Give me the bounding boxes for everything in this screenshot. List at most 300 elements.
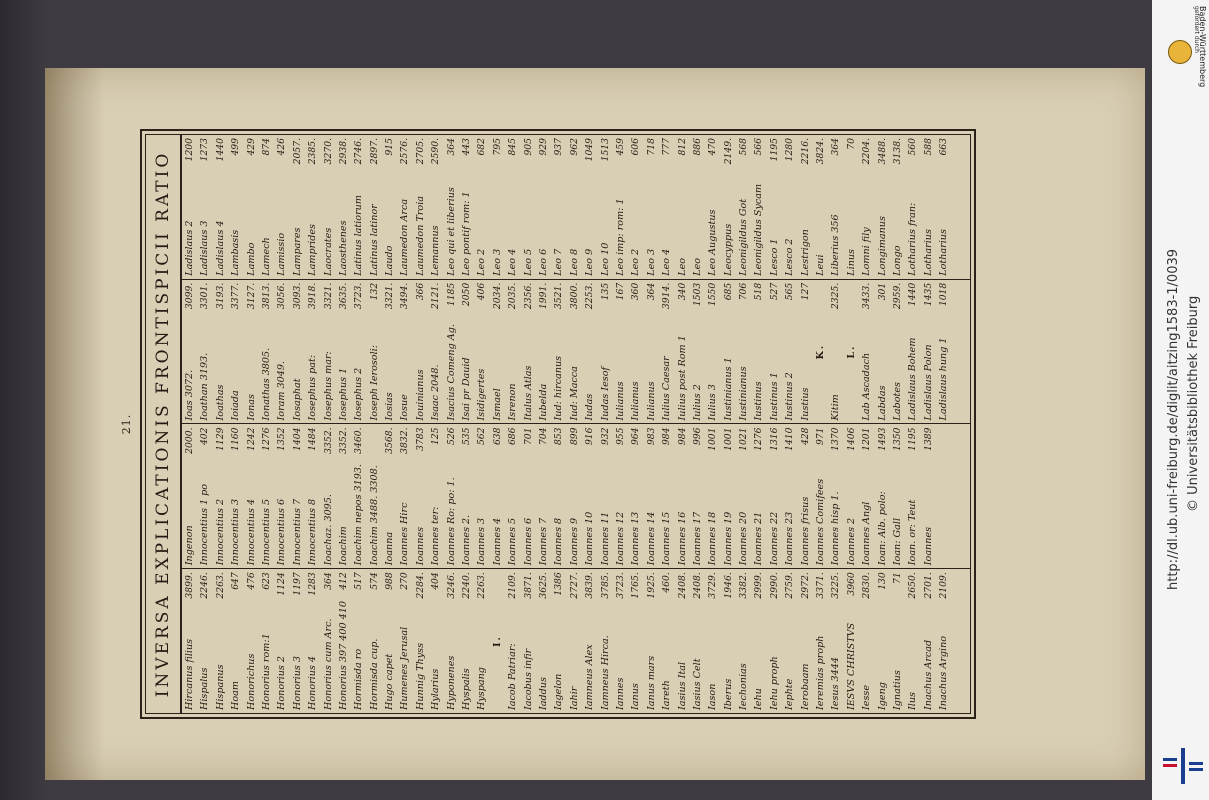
entry-name: Ioan: Gall [891, 517, 903, 566]
index-entry [659, 135, 674, 279]
entry-year: 470 [707, 138, 719, 156]
entry-year: 526 [445, 427, 457, 446]
entry-name: Honorius rom:1 [260, 633, 272, 710]
entry-name: Ladislaus Bohem [907, 337, 919, 421]
entry-year: 1197 [291, 572, 303, 596]
entry-name: Honorius 4 [307, 655, 319, 710]
entry-name: Innocentius 4 [245, 498, 257, 566]
entry-year: 443 [461, 138, 473, 156]
entry-name: Iehu proph [768, 656, 780, 710]
index-entry [413, 569, 428, 713]
entry-year: 1276 [260, 427, 272, 451]
entry-year: 996 [691, 427, 703, 446]
entry-name: Iasius Ital [676, 661, 688, 710]
index-entry [644, 425, 659, 569]
entry-year: 2240. [461, 572, 473, 599]
entry-name: Longo [891, 245, 903, 276]
entry-name: Honorius cum Arc. [322, 618, 334, 710]
index-entry [244, 569, 259, 713]
entry-year: 2149. [722, 138, 734, 165]
index-entry [859, 135, 874, 279]
entry-year: 2035. [507, 282, 519, 310]
index-entry [397, 280, 412, 424]
index-entry [782, 135, 797, 279]
entry-name: Igeng [876, 682, 888, 710]
index-entry [936, 280, 951, 424]
index-entry [382, 425, 397, 569]
entry-name: Isai pr Dauid [461, 357, 473, 421]
index-entry [259, 135, 274, 279]
entry-year: 2590. [430, 138, 442, 165]
index-entry [228, 569, 243, 713]
index-entry [736, 135, 751, 279]
entry-name: Iud: hircanus [553, 355, 565, 421]
index-entry [921, 569, 936, 713]
entry-year: 1185 [445, 282, 457, 307]
entry-year: 3352. [322, 427, 334, 454]
entry-name: Ioannes 21 [753, 511, 765, 566]
entry-year: 1406 [845, 427, 857, 451]
index-entry [828, 425, 843, 569]
entry-name: Isidigertes [476, 368, 488, 421]
entry-name: Ladislaus 3 [199, 220, 211, 276]
index-entry [659, 280, 674, 424]
entry-year: 3625. [537, 572, 549, 599]
index-entry [305, 135, 320, 279]
index-entry [613, 280, 628, 424]
entry-year: 1503 [691, 282, 703, 307]
index-entry [675, 569, 690, 713]
entry-name: Ioannes 2 [845, 517, 857, 566]
entry-year: 1389 [922, 427, 934, 451]
entry-year: 1124 [276, 572, 288, 596]
index-entry [859, 280, 874, 424]
entry-name: Labotes [891, 382, 903, 421]
entry-year: 2034. [491, 282, 503, 310]
entry-year: 2325. [830, 282, 842, 310]
index-entry [521, 280, 536, 424]
index-entry [936, 135, 951, 279]
entry-year: 3377. [230, 282, 242, 310]
funding-text: gefördert durch [1193, 6, 1200, 53]
entry-name: Ierobaam [799, 663, 811, 710]
entry-name: Ioachim nepos 3193. [353, 463, 365, 566]
entry-name: Inachus Argino [938, 635, 950, 710]
index-entry [382, 280, 397, 424]
index-entry [690, 280, 705, 424]
entry-name: Iesus 3444 [830, 657, 842, 710]
index-entry [736, 280, 751, 424]
index-entry [213, 425, 228, 569]
entry-name: Lestrigon [799, 229, 811, 276]
entry-name: Hoam [230, 681, 242, 710]
entry-year: 517 [353, 572, 365, 590]
entry-year: 3321. [384, 282, 396, 310]
entry-name: IESVS CHRISTVS [845, 622, 857, 710]
entry-name: Leui [815, 254, 827, 276]
entry-year: 566 [753, 138, 765, 156]
index-entry [921, 135, 936, 279]
entry-year: 606 [630, 138, 642, 156]
entry-year: 560 [907, 138, 919, 156]
index-entry [798, 425, 813, 569]
entry-name: Ieremias proph [815, 635, 827, 710]
entry-year: 402 [199, 427, 211, 446]
entry-name: Ioachaz. 3095. [322, 494, 334, 566]
entry-name: Leo [676, 257, 688, 276]
index-entry [705, 280, 720, 424]
entry-year: 1276 [753, 427, 765, 451]
index-entry [367, 425, 382, 569]
entry-name: Honorius 397 400 410 [337, 601, 349, 710]
index-entry [844, 280, 859, 424]
index-entry [798, 569, 813, 713]
index-entry [721, 280, 736, 424]
entry-year: 984 [661, 427, 673, 446]
entry-year: 983 [645, 427, 657, 446]
entry-name: Iustinus [753, 381, 765, 421]
index-entry [536, 425, 551, 569]
index-entry [767, 569, 782, 713]
entry-year: 988 [384, 572, 396, 590]
index-entry [582, 425, 597, 569]
index-entry [474, 135, 489, 279]
entry-name: Innocentius 1 po [199, 483, 211, 566]
index-entry [844, 425, 859, 569]
entry-year: 2253. [584, 282, 596, 310]
entry-year: 1484 [307, 427, 319, 451]
entry-name: Iechonias [738, 663, 750, 710]
index-entry [921, 280, 936, 424]
entry-name: Hyspalis [461, 668, 473, 710]
entry-year: 1440 [214, 138, 226, 162]
entry-year: 1160 [230, 427, 242, 451]
index-entry [798, 135, 813, 279]
index-entry [305, 425, 320, 569]
index-entry [444, 425, 459, 569]
entry-year: 718 [645, 138, 657, 156]
entry-name: Ioannes 4 [491, 517, 503, 566]
entry-year: 2576. [399, 138, 411, 165]
entry-name: Ioannes 23 [784, 511, 796, 566]
copyright-text: © Universitätsbibliothek Freiburg [1186, 295, 1201, 512]
index-entry [751, 280, 766, 424]
entry-year: 2204. [861, 138, 873, 165]
index-entry [428, 280, 443, 424]
index-entry [259, 280, 274, 424]
entry-name: Iustinus 2 [784, 372, 796, 421]
index-entry [290, 280, 305, 424]
entry-name: Leo 7 [553, 248, 565, 276]
entry-name: Iosephus 1 [337, 367, 349, 421]
entry-year: 874 [260, 138, 272, 156]
index-entry [351, 280, 366, 424]
entry-year: 916 [584, 427, 596, 446]
entry-year: 404 [430, 572, 442, 590]
entry-name: Hircanus filius [184, 638, 195, 710]
index-entry [351, 425, 366, 569]
entry-year: 2284. [414, 572, 426, 599]
entry-name: Lamissio [276, 232, 288, 276]
entry-name: Iacob Patriar: [507, 643, 519, 710]
entry-name: Lotharius fran: [907, 202, 919, 276]
index-entry [290, 425, 305, 569]
entry-year: 132 [368, 282, 380, 301]
entry-name: Ioannes 13 [630, 511, 642, 566]
entry-year: 1021 [738, 427, 750, 451]
entry-year: 3371. [815, 572, 827, 599]
entry-year: 853 [553, 427, 565, 446]
entry-year: 984 [676, 427, 688, 446]
index-entry [459, 569, 474, 713]
index-entry [705, 425, 720, 569]
entry-year: 701 [522, 427, 534, 446]
index-entry [459, 280, 474, 424]
entry-name: Iagelon [553, 673, 565, 710]
entry-name: Leo 3 [645, 248, 657, 276]
entry-year: 3138. [891, 138, 903, 165]
entry-year: 1129 [214, 427, 226, 451]
index-entry [197, 135, 212, 279]
index-entry [213, 135, 228, 279]
entry-year: 1242 [245, 427, 257, 451]
entry-name: Hispalus [199, 667, 211, 710]
index-entry [474, 280, 489, 424]
entry-name: Ianus mars [645, 655, 657, 710]
index-entry [274, 280, 289, 424]
entry-name: Ladislaus Polon [922, 344, 934, 421]
entry-name: Inachus Arcad [922, 639, 934, 710]
entry-name: Italus Atlas [522, 365, 534, 421]
index-entry [521, 425, 536, 569]
entry-name: Leonigildus Sycam [753, 183, 765, 276]
entry-year: 686 [507, 427, 519, 446]
index-entry [505, 425, 520, 569]
entry-year: 364 [830, 138, 842, 156]
entry-year: 2356. [522, 282, 534, 310]
index-entry [905, 425, 920, 569]
entry-name: Ioannes 9 [568, 517, 580, 566]
entry-name: Ioiada [230, 390, 242, 421]
entry-year: 364 [445, 138, 457, 156]
entry-name: Ioannes 22 [768, 511, 780, 566]
entry-year: 3193. [214, 282, 226, 310]
entry-name: Liberius 356 [830, 214, 842, 276]
index-entry [859, 569, 874, 713]
entry-name: Leo 2 [630, 248, 642, 276]
entry-year: 1440 [907, 282, 919, 307]
entry-year: 3723. [614, 572, 626, 599]
entry-name: Isrenon [507, 383, 519, 421]
entry-year: 704 [537, 427, 549, 446]
entry-year: 905 [522, 138, 534, 156]
index-entry [736, 569, 751, 713]
page-gutter-shadow [45, 68, 105, 780]
entry-year: 429 [245, 138, 257, 156]
index-entry [751, 135, 766, 279]
index-entry [444, 135, 459, 279]
entry-name: Latinus latiorum [353, 195, 365, 276]
entry-year: 2972. [799, 572, 811, 599]
entry-name: Ignatius [891, 670, 903, 710]
entry-name: Leo 2 [476, 248, 488, 276]
entry-year: 3246. [445, 572, 457, 599]
entry-name: Iareth [661, 680, 673, 710]
entry-name: Iulius post Rom 1 [676, 335, 688, 421]
entry-year: 518 [753, 282, 765, 301]
entry-year: 1550 [707, 282, 719, 307]
entry-year: 301 [876, 282, 888, 301]
entry-name: Ioannes 18 [707, 511, 719, 566]
index-entry [628, 280, 643, 424]
entry-name: Leo pontif rom: 1 [461, 191, 473, 276]
index-entry [336, 135, 351, 279]
entry-name: Kitim [830, 394, 842, 421]
index-entry [598, 280, 613, 424]
entry-name: Iulius 2 [691, 384, 703, 421]
entry-year: 929 [537, 138, 549, 156]
entry-name: Laudo [384, 245, 396, 276]
entry-name: Iacobus infir [522, 648, 534, 710]
index-entry [444, 569, 459, 713]
index-entry [875, 425, 890, 569]
entry-year: 3127. [245, 282, 257, 310]
entry-name: Hylarius [430, 668, 442, 710]
entry-name: Ioannes 17 [691, 511, 703, 566]
index-entry [813, 280, 828, 424]
entry-year: 3914. [661, 282, 673, 310]
entry-year: 623 [260, 572, 272, 590]
entry-name: Iustinus 1 [768, 372, 780, 421]
index-entry [228, 280, 243, 424]
entry-year: 2216. [799, 138, 811, 165]
entry-year: 2000. [184, 427, 195, 454]
index-entry [397, 135, 412, 279]
entry-year: 2057. [291, 138, 303, 165]
entry-name: Iaddus [537, 677, 549, 710]
entry-name: Iud: Macca [568, 366, 580, 421]
entry-name: Ioannes 15 [661, 511, 673, 566]
entry-name: Innocentius 2 [214, 498, 226, 566]
index-entry [551, 425, 566, 569]
index-entry [890, 280, 905, 424]
entry-year: 130 [876, 572, 888, 590]
index-entry [413, 135, 428, 279]
entry-year: 3635. [337, 282, 349, 310]
index-entry [505, 135, 520, 279]
entry-year: 964 [630, 427, 642, 446]
entry-name: Innocentius 7 [291, 498, 303, 566]
entry-year: 1386 [553, 572, 565, 596]
entry-name: Ioannes [414, 527, 426, 566]
entry-year: 3382. [738, 572, 750, 599]
table-inner [145, 134, 971, 714]
entry-year: 167 [614, 282, 626, 301]
index-entry [828, 280, 843, 424]
entry-year: 3800. [568, 282, 580, 310]
index-entry [613, 569, 628, 713]
index-entry [397, 425, 412, 569]
index-entry [197, 425, 212, 569]
entry-year: 3729. [707, 572, 719, 599]
entry-year: 937 [553, 138, 565, 156]
entry-year: 2897. [368, 138, 380, 165]
entry-year: 2109. [507, 572, 519, 599]
index-entry [536, 280, 551, 424]
entry-name: Ionas [245, 394, 257, 421]
entry-year: 1925. [645, 572, 657, 599]
entry-name: Lemannus [430, 225, 442, 276]
entry-year: 527 [768, 282, 780, 301]
index-entry [567, 425, 582, 569]
entry-name: Ioannes 11 [599, 511, 611, 566]
ub-freiburg-logo-icon [1163, 748, 1203, 784]
index-entry [321, 569, 336, 713]
entry-name: Ioannes [922, 527, 934, 566]
entry-name: Iahir [568, 686, 580, 710]
entry-name: Leo 4 [507, 248, 519, 276]
index-entry [628, 135, 643, 279]
index-entry [321, 425, 336, 569]
entry-year: 2999. [753, 572, 765, 599]
entry-year: 3918. [307, 282, 319, 310]
index-entry [905, 135, 920, 279]
entry-name: Leo [691, 257, 703, 276]
entry-name: Lambo [245, 242, 257, 276]
entry-name: Leo 3 [491, 248, 503, 276]
permalink-url[interactable]: http://dl.ub.uni-freiburg.de/diglit/aitzing1583-1/0039 [1166, 248, 1181, 590]
entry-name: Iosias [384, 392, 396, 421]
index-entry [444, 280, 459, 424]
index-columns [182, 135, 970, 713]
entry-name: Iulius 3 [707, 384, 719, 421]
entry-name: Hyponenes [445, 655, 457, 710]
entry-year: 565 [784, 282, 796, 301]
index-entry [521, 135, 536, 279]
index-entry [551, 569, 566, 713]
entry-name: Ingenon [184, 525, 195, 566]
entry-name: Ioachim 3488. 3308. [368, 465, 380, 566]
entry-year: 3832. [399, 427, 411, 454]
entry-name: Ioan: Alb. polo: [876, 491, 888, 566]
index-entry [490, 135, 505, 279]
entry-year: 535 [461, 427, 473, 446]
entry-year: 3521. [553, 282, 565, 310]
entry-year: 706 [738, 282, 750, 301]
entry-year: 638 [491, 427, 503, 446]
entry-year: 1001 [707, 427, 719, 451]
entry-name: Leo 5 [522, 248, 534, 276]
index-entry [844, 135, 859, 279]
entry-name: Leo qui et liberius [445, 187, 457, 276]
entry-name: Iamneus Hirca. [599, 635, 611, 710]
entry-name: Ioannes frisus [799, 496, 811, 566]
entry-name: Ioannes 5 [507, 517, 519, 566]
entry-name: Ioas 3072. [184, 369, 195, 421]
index-entry [336, 569, 351, 713]
entry-year: 574 [368, 572, 380, 590]
index-entry [567, 135, 582, 279]
entry-year: 364 [645, 282, 657, 301]
entry-year: 2705. [414, 138, 426, 165]
index-entry [875, 280, 890, 424]
index-entry [490, 569, 505, 713]
index-entry [828, 569, 843, 713]
index-entry [582, 280, 597, 424]
entry-year: 2385. [307, 138, 319, 165]
entry-name: Leo 9 [584, 248, 596, 276]
entry-year: 499 [230, 138, 242, 156]
